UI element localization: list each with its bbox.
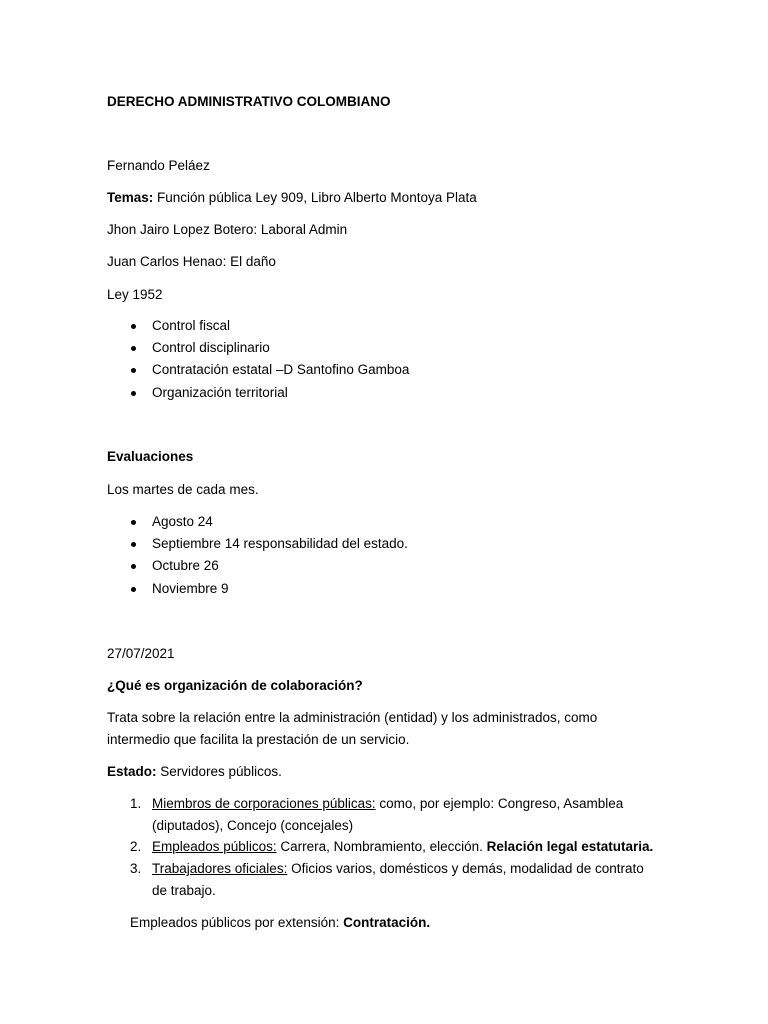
item-number: 1. xyxy=(130,796,142,811)
bullet-icon xyxy=(131,520,136,525)
list-item-continuation: de trabajo. xyxy=(152,883,216,898)
evaluaciones-intro: Los martes de cada mes. xyxy=(107,482,259,497)
item-bold: Relación legal estatutaria. xyxy=(486,839,654,854)
item-number: 3. xyxy=(130,861,142,876)
extension-text: Empleados públicos por extensión: xyxy=(130,915,344,930)
bullet-icon xyxy=(131,542,136,547)
item-text: Oficios varios, domésticos y demás, modalidad de contrato xyxy=(287,861,644,876)
list-item-continuation: (diputados), Concejo (concejales) xyxy=(152,818,354,833)
bullet-icon xyxy=(131,564,136,569)
bullet-icon xyxy=(131,324,136,329)
bullet-icon xyxy=(131,391,136,396)
item-text: como, por ejemplo: Congreso, Asamblea xyxy=(375,796,624,811)
bullet-icon xyxy=(131,368,136,373)
list-item: Contratación estatal –D Santofino Gamboa xyxy=(152,362,410,377)
list-item xyxy=(152,838,653,856)
list-item: Agosto 24 xyxy=(152,514,213,529)
extension-bold: Contratación. xyxy=(343,915,431,930)
list-item xyxy=(152,860,644,878)
author-line: Fernando Peláez xyxy=(107,158,210,173)
estado-line xyxy=(107,763,282,781)
paragraph-line: Trata sobre la relación entre la administración (entidad) y los administrados, como xyxy=(107,710,598,725)
extension-line xyxy=(130,914,430,932)
document-title: DERECHO ADMINISTRATIVO COLOMBIANO xyxy=(107,94,391,109)
list-item: Control fiscal xyxy=(152,318,231,333)
bullet-icon xyxy=(131,346,136,351)
list-item: Control disciplinario xyxy=(152,340,270,355)
item-number: 2. xyxy=(130,839,142,854)
item-term: Trabajadores oficiales: xyxy=(152,861,288,876)
item-term: Miembros de corporaciones públicas: xyxy=(152,796,376,811)
list-item: Organización territorial xyxy=(152,385,288,400)
item-term: Empleados públicos: xyxy=(152,839,277,854)
reference-line: Ley 1952 xyxy=(107,287,163,302)
list-item: Noviembre 9 xyxy=(152,581,229,596)
estado-label: Estado: xyxy=(107,764,157,779)
temas-line xyxy=(107,189,477,207)
reference-line: Juan Carlos Henao: El daño xyxy=(107,254,276,269)
list-item: Octubre 26 xyxy=(152,558,219,573)
list-item xyxy=(152,795,623,813)
session-question: ¿Qué es organización de colaboración? xyxy=(107,678,363,693)
item-text: Carrera, Nombramiento, elección. xyxy=(276,839,487,854)
evaluaciones-heading: Evaluaciones xyxy=(107,449,194,464)
temas-label: Temas: xyxy=(107,190,154,205)
list-item: Septiembre 14 responsabilidad del estado. xyxy=(152,536,408,551)
temas-text: Función pública Ley 909, Libro Alberto Montoya Plata xyxy=(153,190,477,205)
reference-line: Jhon Jairo Lopez Botero: Laboral Admin xyxy=(107,222,348,237)
paragraph-line: intermedio que facilita la prestación de un servicio. xyxy=(107,732,410,747)
estado-text: Servidores públicos. xyxy=(156,764,282,779)
session-date: 27/07/2021 xyxy=(107,646,175,661)
bullet-icon xyxy=(131,587,136,592)
